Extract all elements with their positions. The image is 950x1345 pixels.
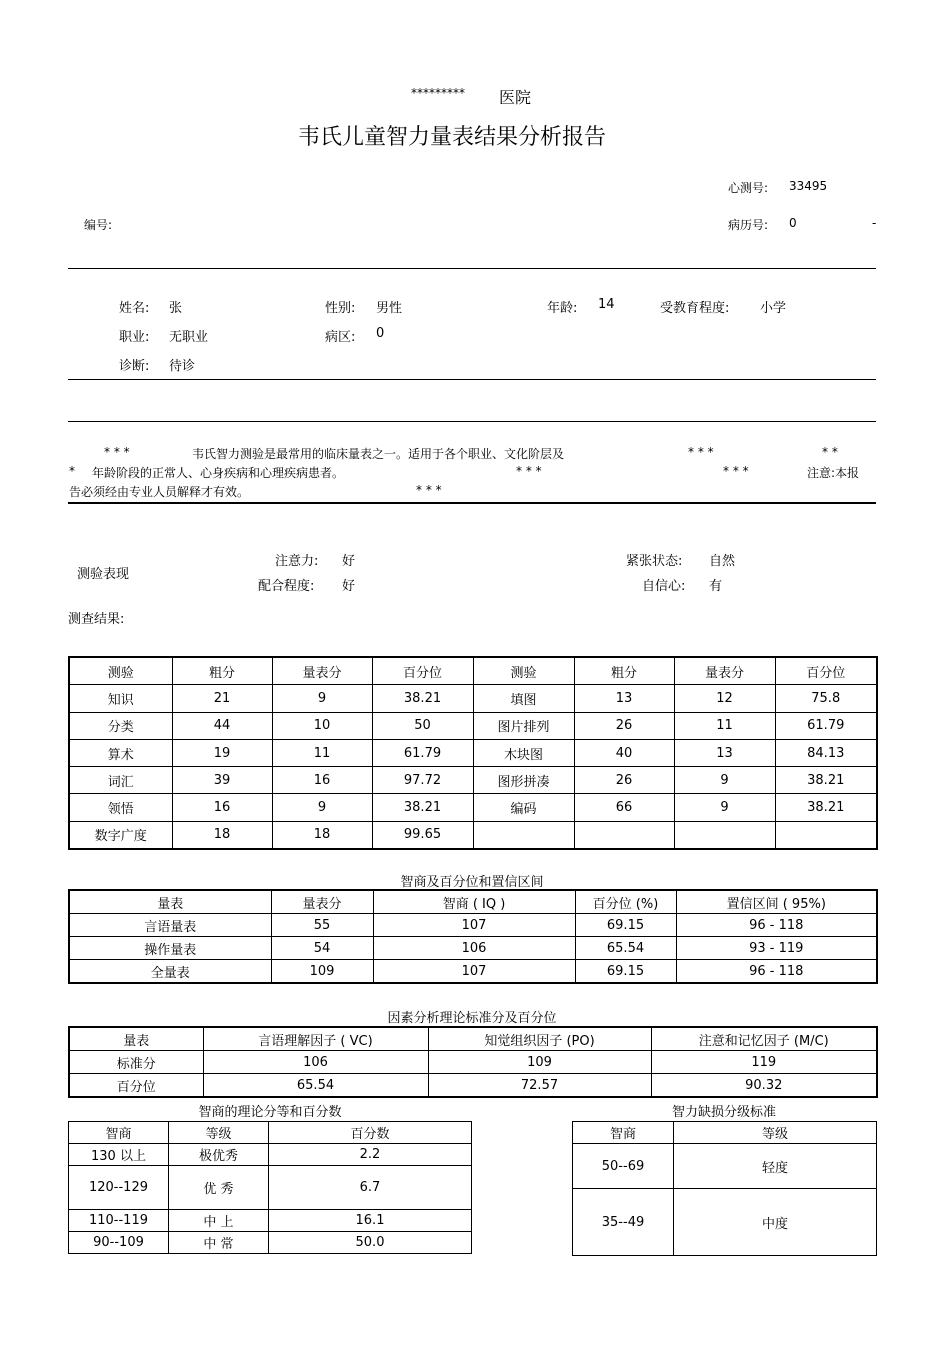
table-header-row [69,1122,472,1144]
table-row [69,914,877,937]
table-cell: 16 [272,767,372,794]
table-cell: 38.21 [775,767,877,794]
table-cell: 120--129 [69,1166,169,1210]
deficit-table [572,1121,877,1256]
table-cell: 18 [172,821,272,849]
intro-stars: * * * [516,464,542,478]
table-cell: 编码 [473,794,574,821]
table-row [69,1232,472,1254]
table-cell: 词汇 [69,767,172,794]
job-value: 无职业 [169,330,209,345]
divider [68,502,876,504]
table-header-cell: 量表分 [271,890,373,914]
table-cell [775,821,877,849]
table-header-cell: 百分位 [372,657,473,685]
table-cell: 69.15 [575,914,676,937]
table-cell: 言语量表 [69,914,271,937]
intro-stars: * * * [104,445,130,459]
diag-label: 诊断: [119,359,150,374]
table-cell: 39 [172,767,272,794]
table-row [69,712,877,739]
table-cell: 72.57 [428,1074,651,1098]
table-cell: 图片排列 [473,712,574,739]
table-header-cell: 等级 [169,1122,269,1144]
table-header-cell: 百分数 [269,1122,472,1144]
table-header-cell: 智商 [573,1122,674,1144]
table-cell: 木块图 [473,739,574,766]
table-header-cell: 百分位 (%) [575,890,676,914]
table-cell: 9 [674,794,775,821]
table-cell: 106 [203,1051,428,1074]
table-cell: 119 [651,1051,877,1074]
table-cell: 中度 [674,1189,877,1256]
ward-label: 病区: [325,330,356,345]
table-cell: 50.0 [269,1232,472,1254]
table-cell: 96 - 118 [676,960,877,984]
table-cell: 50--69 [573,1144,674,1189]
subtest-table [68,656,878,850]
table-row [573,1189,877,1256]
table-cell: 107 [373,914,575,937]
table-cell: 11 [674,712,775,739]
intro-stars: * [69,464,75,478]
table-cell: 99.65 [372,821,473,849]
table-cell: 96 - 118 [676,914,877,937]
table-row [69,685,877,712]
table-cell: 93 - 119 [676,937,877,960]
age-label: 年龄: [547,301,578,316]
table-row [69,767,877,794]
table-cell: 21 [172,685,272,712]
edu-label: 受教育程度: [660,301,730,316]
table-cell: 40 [574,739,674,766]
table-header-cell: 智商 [69,1122,169,1144]
gender-label: 性别: [325,301,356,316]
table-cell: 12 [674,685,775,712]
dash-mark: - [872,216,877,230]
iq-dist-caption: 智商的理论分等和百分数 [198,1105,342,1120]
table-header-cell: 百分位 [775,657,877,685]
table-cell: 13 [574,685,674,712]
table-cell: 百分位 [69,1074,203,1098]
divider [68,379,876,380]
edu-value: 小学 [760,301,787,316]
table-header-cell: 量表 [69,1027,203,1051]
table-row [69,794,877,821]
results-label: 测查结果: [68,612,125,627]
table-cell: 38.21 [372,685,473,712]
table-cell: 65.54 [575,937,676,960]
intro-stars: * * * [688,445,714,459]
table-header-cell: 言语理解因子 ( VC) [203,1027,428,1051]
table-cell: 操作量表 [69,937,271,960]
table-cell: 16 [172,794,272,821]
table-cell: 38.21 [775,794,877,821]
table-row [573,1144,877,1189]
tension-label: 紧张状态: [626,554,683,569]
factor-caption: 因素分析理论标准分及百分位 [387,1011,557,1026]
table-row [69,821,877,849]
table-header-row [573,1122,877,1144]
table-cell: 极优秀 [169,1144,269,1166]
coop-value: 好 [342,579,356,594]
table-cell: 26 [574,767,674,794]
table-cell: 130 以上 [69,1144,169,1166]
table-cell: 10 [272,712,372,739]
factor-table [68,1026,878,1098]
table-row [69,1210,472,1232]
intro-line-3: 告必须经由专业人员解释才有效。 [69,485,250,499]
table-cell: 109 [428,1051,651,1074]
record-no: 0 [789,216,797,230]
table-cell: 知识 [69,685,172,712]
divider [68,268,876,269]
table-cell: 107 [373,960,575,984]
table-cell: 66 [574,794,674,821]
table-row [69,1074,877,1098]
table-cell: 图形拼凑 [473,767,574,794]
table-cell: 中 上 [169,1210,269,1232]
table-cell: 全量表 [69,960,271,984]
coop-label: 配合程度: [258,579,315,594]
table-cell: 9 [272,685,372,712]
name-value: 张 [169,301,183,316]
table-header-cell: 知觉组织因子 (PO) [428,1027,651,1051]
table-cell [574,821,674,849]
table-cell: 75.8 [775,685,877,712]
table-cell: 分类 [69,712,172,739]
intro-stars: * * * [416,483,442,497]
table-header-cell: 置信区间 ( 95%) [676,890,877,914]
serial-label: 编号: [84,218,113,232]
table-cell: 109 [271,960,373,984]
table-row [69,1144,472,1166]
table-cell: 13 [674,739,775,766]
table-cell: 84.13 [775,739,877,766]
record-no-label: 病历号: [728,218,769,232]
attention-label: 注意力: [275,554,319,569]
table-cell: 16.1 [269,1210,472,1232]
table-row [69,1166,472,1210]
divider [68,421,876,422]
confidence-label: 自信心: [642,579,686,594]
table-cell: 11 [272,739,372,766]
intro-line-1: 韦氏智力测验是最常用的临床量表之一。适用于各个职业、文化阶层及 [192,447,565,461]
table-cell: 97.72 [372,767,473,794]
table-header-row [69,890,877,914]
table-cell: 110--119 [69,1210,169,1232]
table-cell: 26 [574,712,674,739]
performance-label: 测验表现 [77,567,130,582]
table-header-cell: 测验 [473,657,574,685]
table-cell: 填图 [473,685,574,712]
intro-stars: * * [822,445,838,459]
table-row [69,1051,877,1074]
iq-dist-table [68,1121,472,1254]
deficit-caption: 智力缺损分级标准 [671,1105,776,1120]
gender-value: 男性 [376,301,403,316]
table-header-cell: 测验 [69,657,172,685]
table-cell: 55 [271,914,373,937]
table-cell: 数字广度 [69,821,172,849]
table-cell: 65.54 [203,1074,428,1098]
table-header-row [69,1027,877,1051]
table-cell: 9 [674,767,775,794]
table-cell: 6.7 [269,1166,472,1210]
table-header-cell: 量表分 [674,657,775,685]
table-cell: 35--49 [573,1189,674,1256]
age-value: 14 [598,297,615,312]
iq-caption: 智商及百分位和置信区间 [400,875,544,890]
table-cell: 标准分 [69,1051,203,1074]
table-cell: 轻度 [674,1144,877,1189]
table-header-cell: 粗分 [574,657,674,685]
table-cell: 69.15 [575,960,676,984]
hospital-label: 医院 [499,88,532,107]
table-row [69,937,877,960]
table-cell: 38.21 [372,794,473,821]
table-header-row [69,657,877,685]
table-cell: 优 秀 [169,1166,269,1210]
table-cell: 中 常 [169,1232,269,1254]
intro-note: 注意:本报 [807,466,860,480]
intro-stars: * * * [723,464,749,478]
table-row [69,960,877,984]
name-label: 姓名: [119,301,150,316]
table-cell: 2.2 [269,1144,472,1166]
test-no: 33495 [789,179,828,193]
diag-value: 待诊 [169,359,196,374]
table-header-cell: 粗分 [172,657,272,685]
confidence-value: 有 [709,579,723,594]
test-no-label: 心测号: [728,181,769,195]
table-cell: 90.32 [651,1074,877,1098]
ward-value: 0 [376,326,385,341]
table-cell: 90--109 [69,1232,169,1254]
table-cell: 50 [372,712,473,739]
intro-line-2: 年龄阶段的正常人、心身疾病和心理疾病患者。 [92,466,345,480]
job-label: 职业: [119,330,150,345]
page-title: 韦氏儿童智力量表结果分析报告 [298,125,607,150]
tension-value: 自然 [709,554,736,569]
table-cell: 领悟 [69,794,172,821]
table-cell: 44 [172,712,272,739]
table-cell [473,821,574,849]
table-header-cell: 智商 ( IQ ) [373,890,575,914]
table-cell [674,821,775,849]
table-header-cell: 注意和记忆因子 (M/C) [651,1027,877,1051]
table-cell: 9 [272,794,372,821]
attention-value: 好 [342,554,356,569]
table-cell: 54 [271,937,373,960]
table-header-cell: 量表 [69,890,271,914]
table-header-cell: 量表分 [272,657,372,685]
table-cell: 106 [373,937,575,960]
table-cell: 18 [272,821,372,849]
table-row [69,739,877,766]
table-cell: 61.79 [372,739,473,766]
hospital-stars: ********* [411,86,465,100]
table-cell: 19 [172,739,272,766]
table-cell: 算术 [69,739,172,766]
iq-table [68,889,878,984]
table-cell: 61.79 [775,712,877,739]
table-header-cell: 等级 [674,1122,877,1144]
